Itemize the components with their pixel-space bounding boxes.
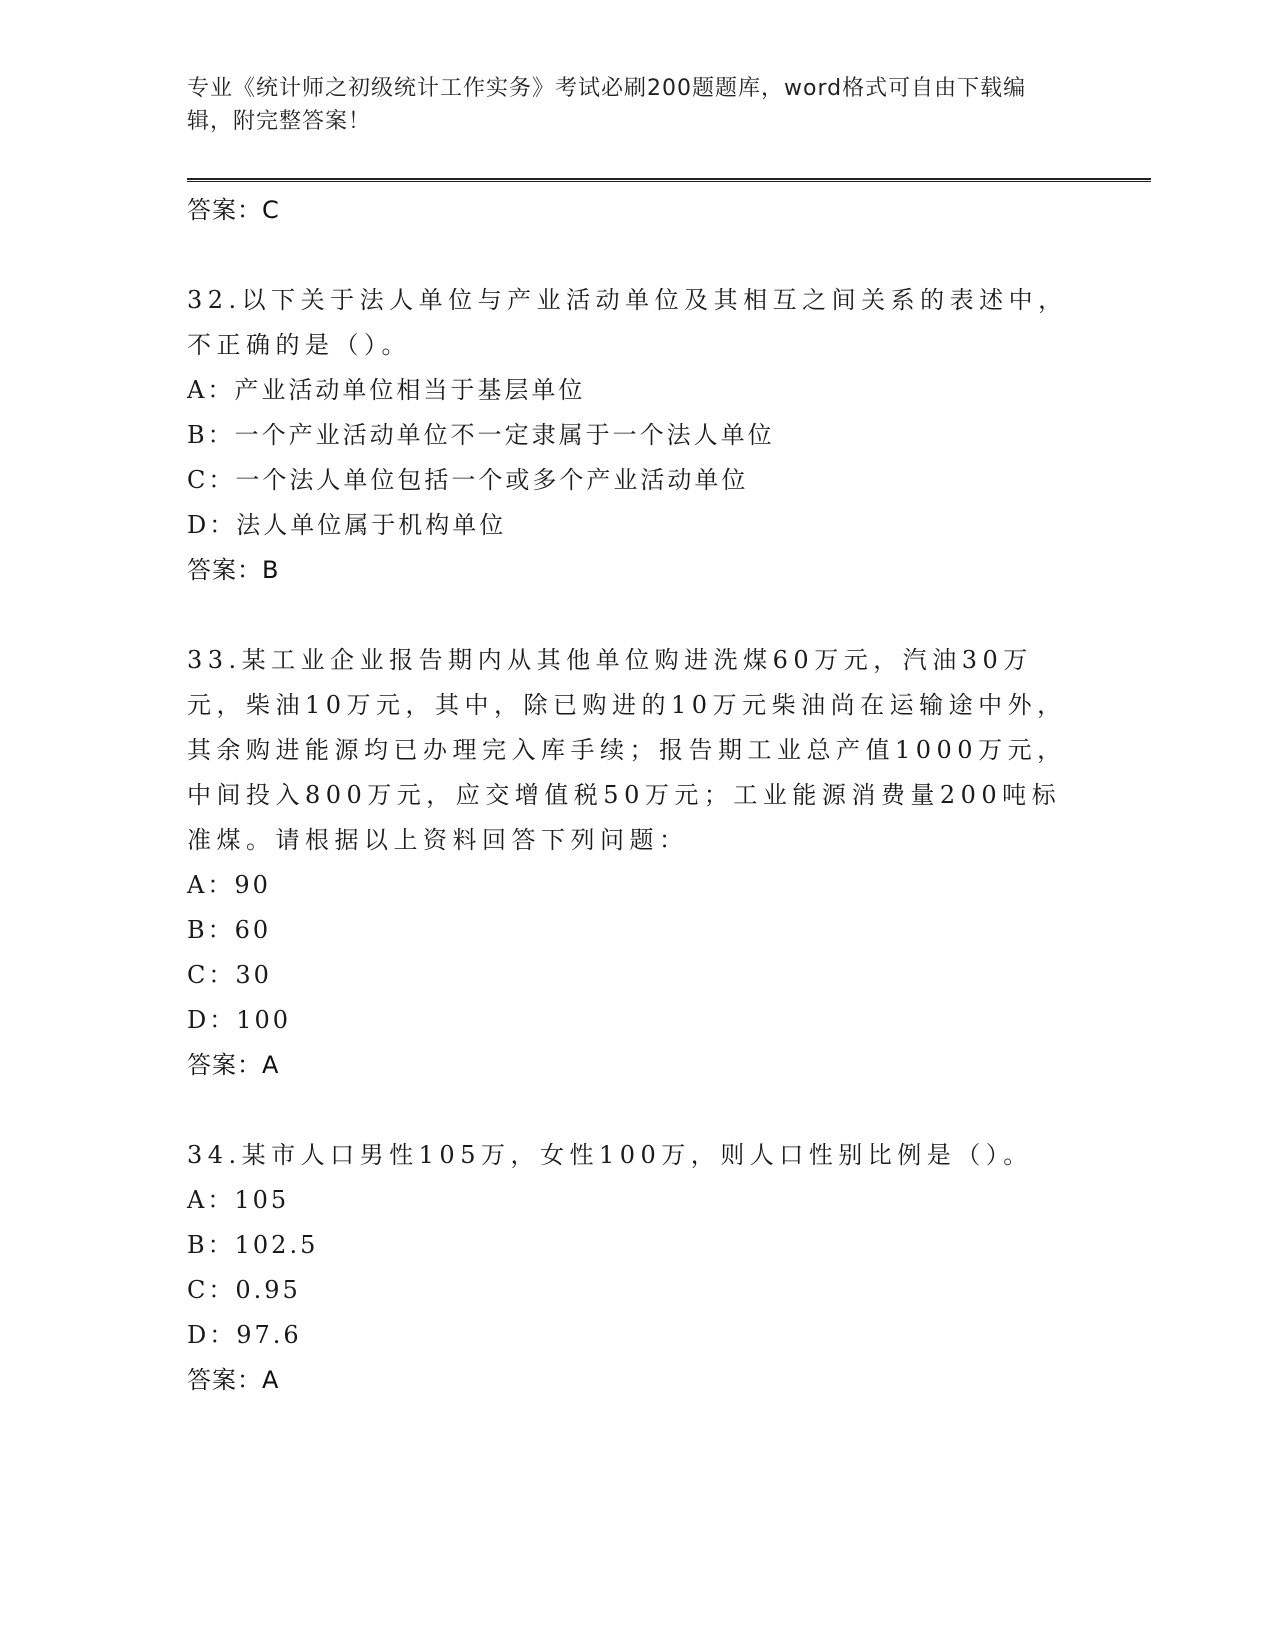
previous-answer: 答案：C <box>187 196 280 224</box>
question-33 <box>187 638 1087 1088</box>
question-34 <box>187 1133 1087 1403</box>
option-a: A：产业活动单位相当于基层单位 <box>187 376 586 404</box>
question-answer: 答案：A <box>187 1051 280 1079</box>
question-32 <box>187 278 1087 593</box>
option-c: C：一个法人单位包括一个或多个产业活动单位 <box>187 466 749 494</box>
option-c: C：0.95 <box>187 1276 301 1304</box>
option-a: A：90 <box>187 871 271 899</box>
option-d: D：法人单位属于机构单位 <box>187 511 507 539</box>
question-stem: 33.某工业企业报告期内从其他单位购进洗煤60万元，汽油30万元，柴油10万元，其中，除已购进的10万元柴油尚在运输途中外，其余购进能源均已办理完入库手续；报告期工业总产值1000万元，中间投入800万元，应交增值税50万元；工业能源消费量200吨标准煤。请根据以上资料回答下列问题： <box>187 646 1067 854</box>
question-list <box>187 188 1087 1403</box>
header-divider <box>187 178 1151 182</box>
question-answer: 答案：A <box>187 1366 280 1394</box>
option-d: D：97.6 <box>187 1321 302 1349</box>
option-c: C：30 <box>187 961 272 989</box>
option-b: B：60 <box>187 916 272 944</box>
option-b: B：一个产业活动单位不一定隶属于一个法人单位 <box>187 421 775 449</box>
question-answer: 答案：B <box>187 556 280 584</box>
option-a: A：105 <box>187 1186 290 1214</box>
option-d: D：100 <box>187 1006 292 1034</box>
document-header: 专业《统计师之初级统计工作实务》考试必刷200题题库，word格式可自由下载编辑，附完整答案！ <box>187 76 1027 134</box>
question-stem: 34.某市人口男性105万，女性100万，则人口性别比例是（）。 <box>187 1141 1033 1169</box>
option-b: B：102.5 <box>187 1231 319 1259</box>
question-stem: 32.以下关于法人单位与产业活动单位及其相互之间关系的表述中，不正确的是（）。 <box>187 286 1068 359</box>
